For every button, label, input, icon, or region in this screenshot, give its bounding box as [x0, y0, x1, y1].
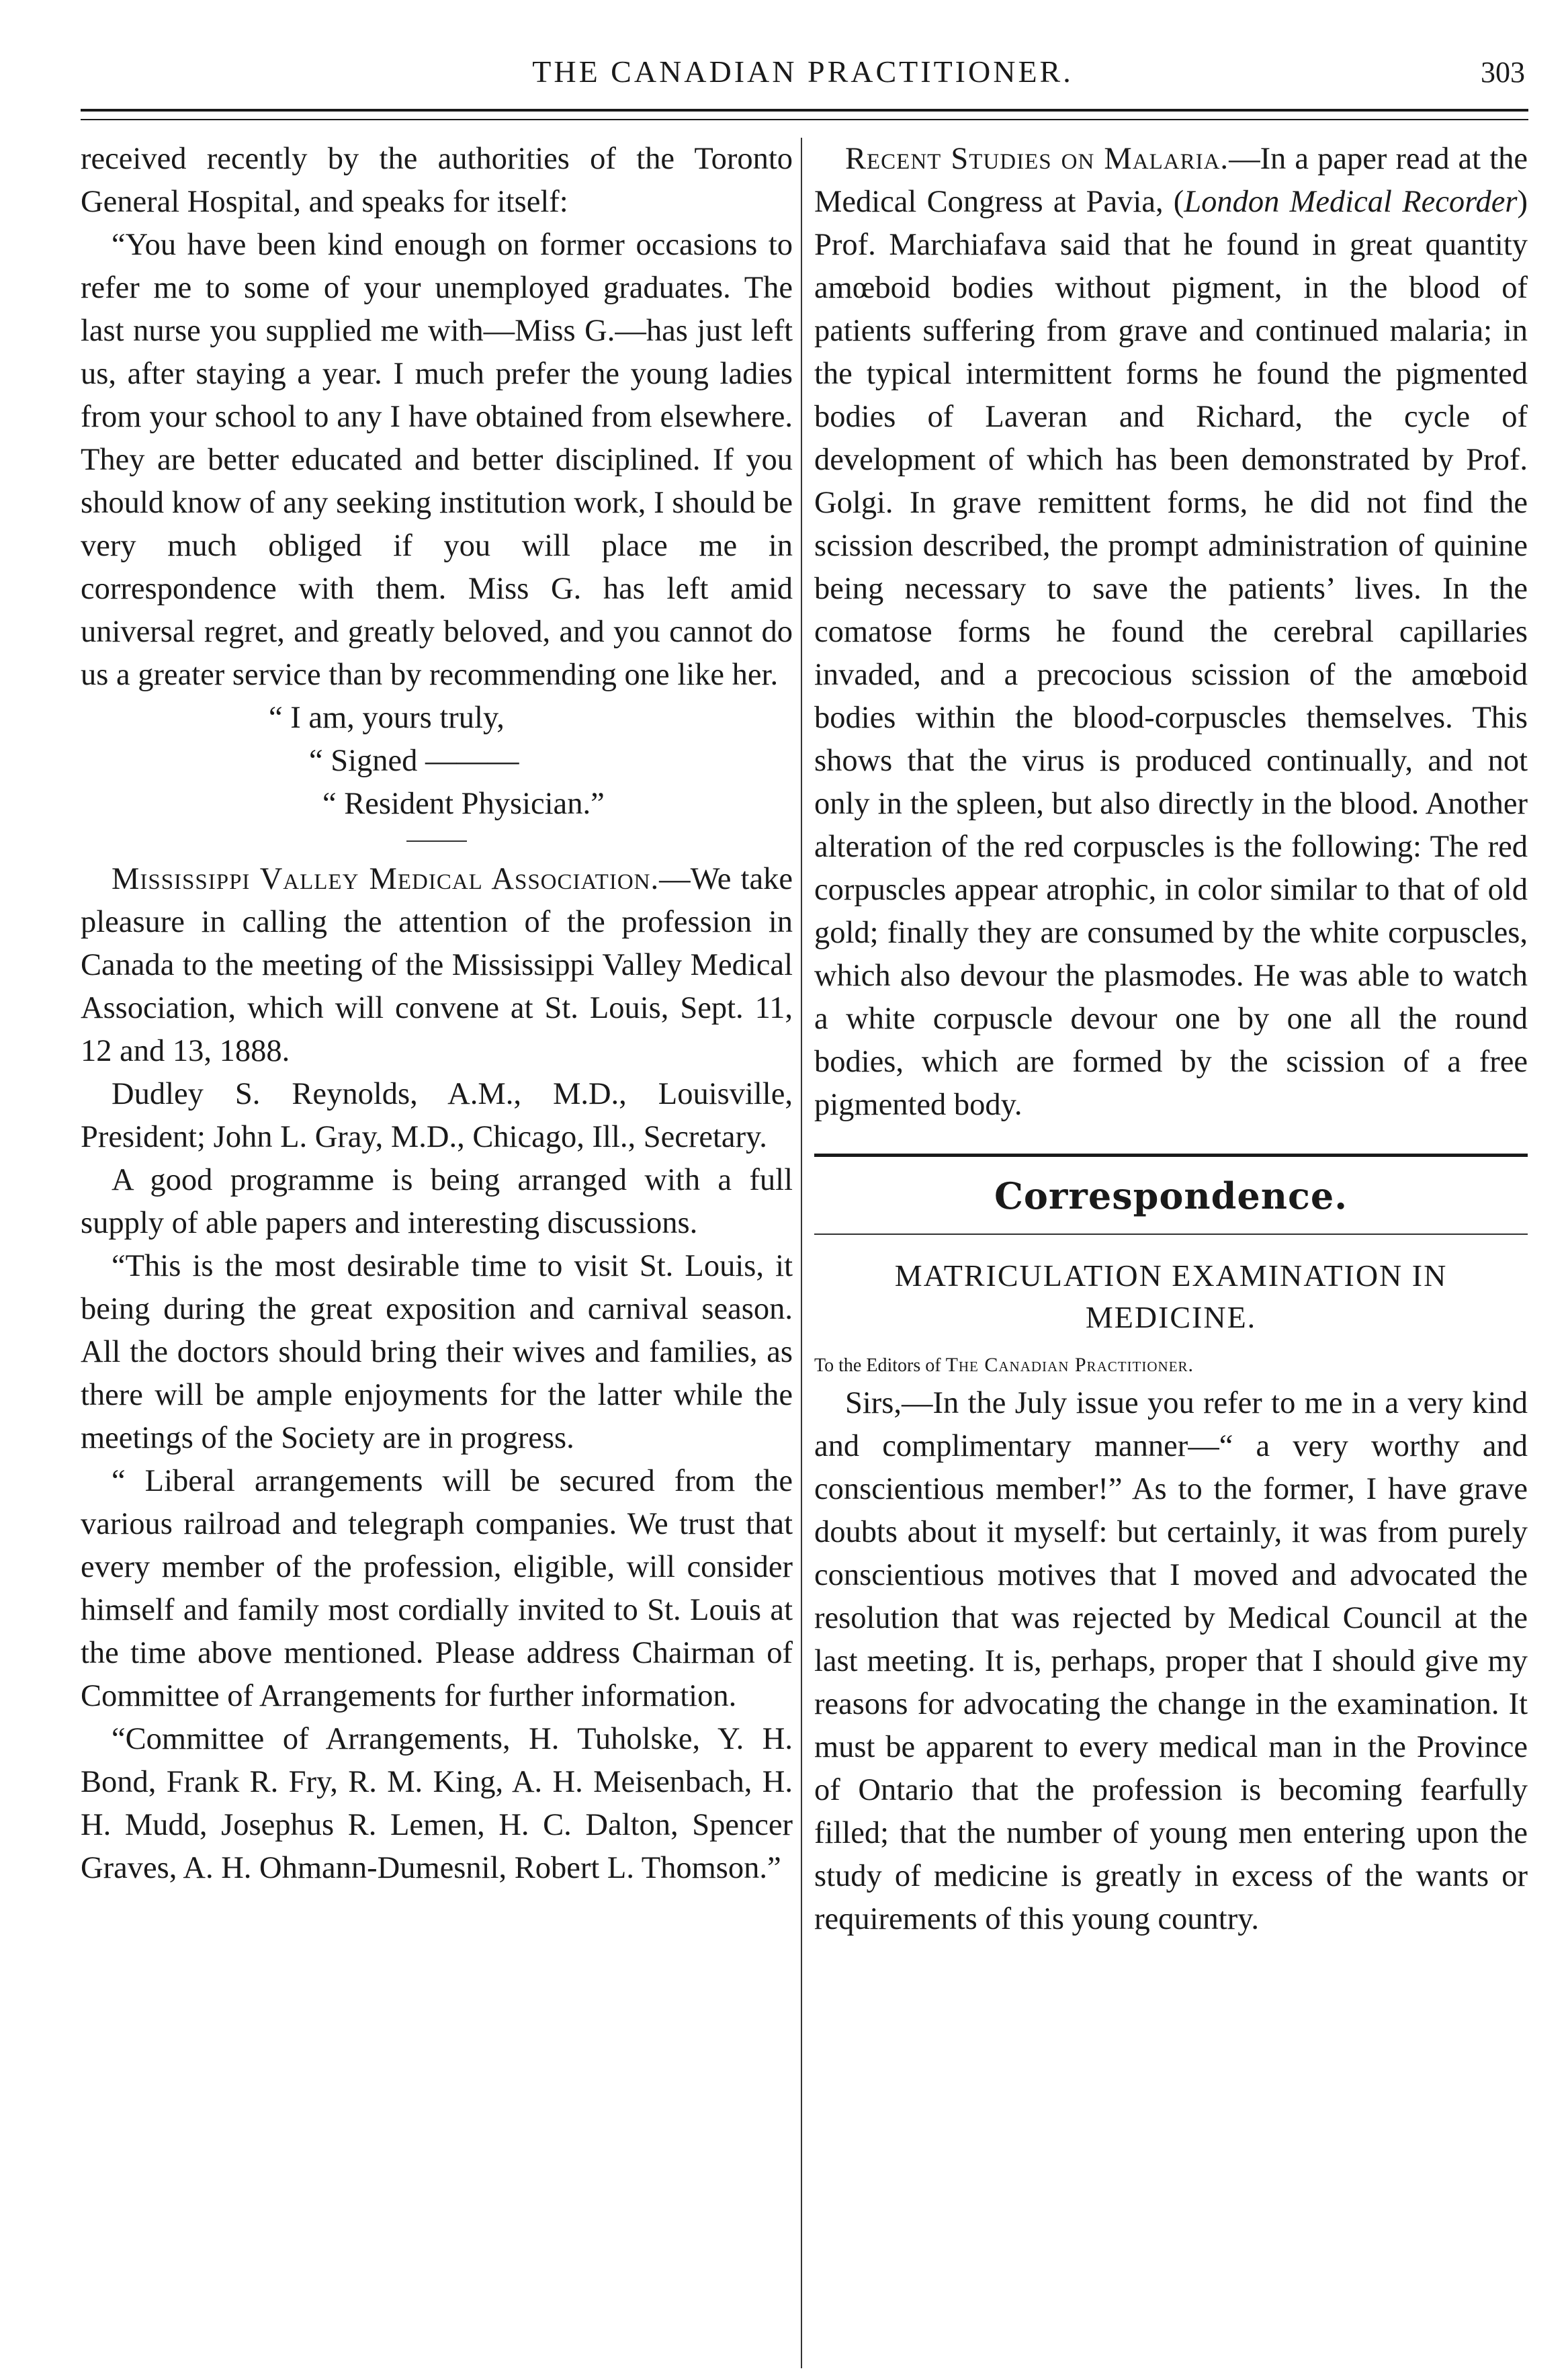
mvma-committee: “Committee of Arrangements, H. Tuholske, Y. H. Bond, Frank R. Fry, R. M. King, A. H. Meisenbach, H. H. Mudd, Josephus R. Lemen, H. C. Dalton, Spencer Graves, A. H. Ohmann-Dumesnil, Robert L. Thomson.” [81, 1722, 793, 1885]
correspondence-title: Correspondence. [994, 1174, 1348, 1217]
mvma-text: —We take pleasure in calling the attention of the profession in Canada to the meeting of the Mississippi Valley Medical Association, which will convene at St. Louis, Sept. 11, 12 and 13, 1888. [81, 862, 793, 1068]
mvma-heading: Mississippi Valley Medical Association. [112, 862, 660, 896]
correspondence-rule [814, 1154, 1528, 1157]
journal-name: The Canadian Practitioner. [945, 1354, 1194, 1376]
letter-intro: received recently by the authorities of the Toronto General Hospital, and speaks for itself: [81, 142, 793, 219]
correspondence-rule-thin [814, 1234, 1528, 1235]
malaria-source: London Medical Recorder [1184, 185, 1518, 219]
quoted-letter: “You have been kind enough on former occasions to refer me to some of your unemployed graduates. The last nurse you supplied me with—Miss G.—has just left us, after staying a year. I much prefer the young ladies from your school to any I have obtained from elsewhere. They are better educated and better disciplined. If you should know of any seeking institution work, I should be very much obliged if you will place me in correspondence with them. Miss G. has left amid universal regret, and greatly beloved, and you cannot do us a greater service than by recommending one like her. [81, 228, 793, 692]
salutation-line: To the Editors of The Canadian Practitioner. [814, 1354, 1194, 1376]
article-heading-line2: MEDICINE. [1085, 1300, 1257, 1334]
article-heading-line1: MATRICULATION EXAMINATION IN [894, 1258, 1448, 1293]
journal-title: THE CANADIAN PRACTITIONER. [532, 54, 1074, 89]
letter-signatory: “ Resident Physician.” [322, 787, 605, 821]
page-number: 303 [1481, 56, 1525, 89]
malaria-article: Recent Studies on Malaria.—In a paper read at the Medical Congress at Pavia, (London Medical Recorder) Prof. Marchiafava said that he found in great quantity amœboid bodies without pigment, in the blood of patients suffering from grave and continued malaria; in the typical intermittent forms he found the pigmented bodies of Laveran and Richard, the cycle of development of which has been demonstrated by Prof. Golgi. In grave remittent forms, he did not find the scission described, the prompt administration of quinine being necessary to save the patients’ lives. In the comatose forms he found the cerebral capillaries invaded, and a precocious scission of the amœboid bodies within the blood-corpuscles themselves. This shows that the virus is produced continually, and not only in the spleen, but also directly in the blood. Another alteration of the red corpuscles is the following: The red corpuscles appear atrophic, in color similar to that of old gold; finally they are consumed by the white corpuscles, which also devour the plasmodes. He was able to watch a white corpuscle devour one by one all the round bodies, which are formed by the scission of a free pigmented body. [814, 142, 1528, 1122]
header-rule-thick [81, 109, 1528, 112]
letter-body: Sirs,—In the July issue you refer to me in a very kind and complimentary manner—“ a very worthy and conscientious member!” As to the former, I have grave doubts about it myself: but certainly, it was from purely conscientious motives that I moved and advocated the resolution that was rejected by Medical Council at the last meeting. It is, perhaps, proper that I should give my reasons for advocating the change in the examination. It must be apparent to every medical man in the Province of Ontario that the profession is becoming fearfully filled; that the number of young men entering upon the study of medicine is greatly in excess of the wants or requirements of this young country. [814, 1386, 1528, 1936]
mvma-arrangements: “ Liberal arrangements will be secured from the various railroad and telegraph companies. We trust that every member of the profession, eligible, will consider himself and family most cordially invited to St. Louis at the time above mentioned. Please address Chairman of Committee of Arrangements for further information. [81, 1464, 793, 1713]
left-column [81, 138, 793, 1890]
mvma-officers: Dudley S. Reynolds, A.M., M.D., Louisville, President; John L. Gray, M.D., Chicago, Ill., Secretary. [81, 1077, 793, 1154]
header-rule-thin [81, 119, 1528, 120]
letter-closing: “ I am, yours truly, [269, 701, 505, 735]
mvma-visit: “This is the most desirable time to visit St. Louis, it being during the great exposition and carnival season. All the doctors should bring their wives and families, as there will be ample enjoyments for the latter while the meetings of the Society are in progress. [81, 1249, 793, 1455]
malaria-heading: Recent Studies on Malaria. [845, 142, 1229, 176]
column-divider [801, 138, 802, 2368]
right-column [814, 138, 1528, 1941]
mvma-programme: A good programme is being arranged with a full supply of able papers and interesting discussions. [81, 1163, 793, 1240]
mvma-paragraph [81, 858, 793, 1073]
letter-signed: “ Signed ——— [309, 744, 519, 778]
section-divider [406, 840, 467, 842]
running-header [81, 54, 1525, 101]
